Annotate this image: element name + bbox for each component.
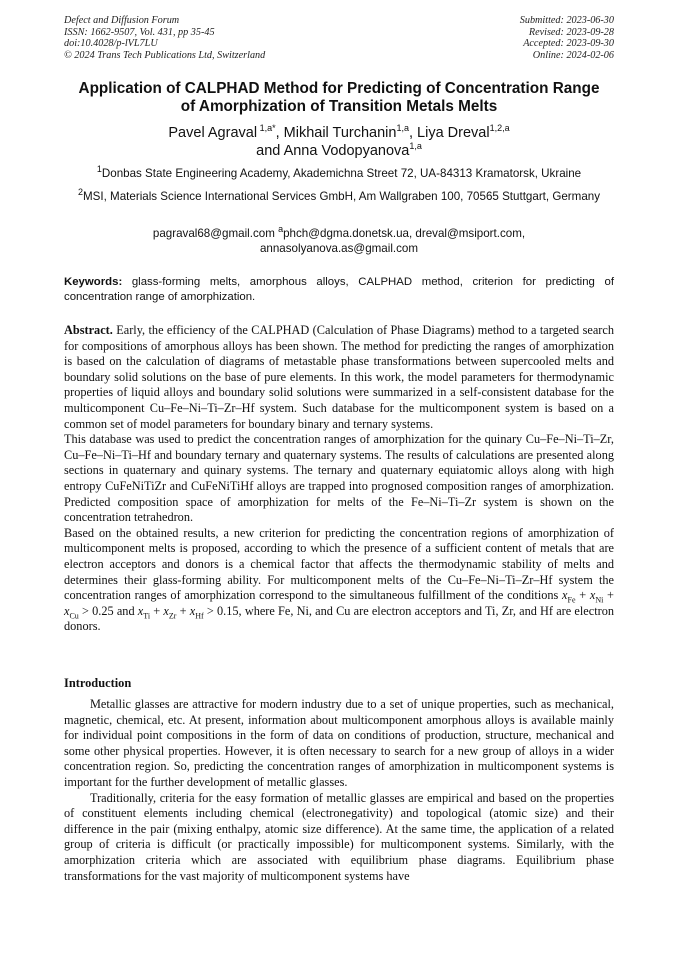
author-conjunction: and xyxy=(256,143,284,159)
math-sub: Cu xyxy=(69,611,79,621)
author-affil-mark: 1,a* xyxy=(257,123,276,134)
email[interactable]: pagraval68@gmail.com xyxy=(152,227,279,240)
journal-issn: ISSN: 1662-9507, Vol. 431, pp 35-45 xyxy=(64,26,215,38)
author-separator: , xyxy=(408,125,418,141)
introduction-paragraph: Metallic glasses are attractive for modern industry due to a set of unique properties, such as mechanical, magnetic, chemical, etc. At present, information about multicomponent amorphous alloys is available mainly for individual point compositions in the form of data on conditions of production, structure, mechanical and some other physical properties. However, it is often necessary to search for a new group of alloys in a wider concentration region. So, predicting the concentration ranges of amorphization in multicomponent systems is important for the further development of metallic glasses. xyxy=(64,697,614,789)
abstract-paragraph xyxy=(64,323,614,432)
keywords xyxy=(64,275,614,304)
journal-copyright: © 2024 Trans Tech Publications Ltd, Switzerland xyxy=(64,49,266,61)
math-var: x xyxy=(64,603,70,618)
date-submitted: Submitted: 2023-06-30 xyxy=(519,15,614,26)
math-op: + xyxy=(603,588,614,603)
title-line-2: of Amorphization of Transition Metals Melts xyxy=(180,98,498,115)
author-name: Anna Vodopyanova xyxy=(283,143,410,159)
author-name: Mikhail Turchanin xyxy=(283,125,397,141)
math-sub: Zr xyxy=(168,611,177,621)
math-var: x xyxy=(562,588,568,603)
keywords-text: glass-forming melts, amorphous alloys, CALPHAD method, criterion for predicting of concentration range of amorphization. xyxy=(64,276,614,303)
math-op: + xyxy=(150,603,164,618)
affiliation-1 xyxy=(60,166,618,181)
section-heading-introduction: Introduction xyxy=(64,676,132,690)
math-op: + xyxy=(575,588,590,603)
math-relation: > 0.15, xyxy=(203,603,242,618)
date-accepted: Accepted: 2023-09-30 xyxy=(523,38,614,50)
date-online: Online: 2024-02-06 xyxy=(532,49,614,61)
email-list xyxy=(60,226,618,256)
math-var: x xyxy=(189,603,196,618)
author-affil-mark: 1,a xyxy=(409,141,422,152)
math-var: x xyxy=(589,588,596,603)
affiliation-text: Donbas State Engineering Academy, Akademichna Street 72, UA-84313 Kramatorsk, Ukraine xyxy=(101,167,582,180)
email-mark: a xyxy=(278,224,284,235)
author-separator: , xyxy=(275,125,284,141)
math-op: + xyxy=(176,603,190,618)
author-name: Pavel Agraval xyxy=(168,125,258,141)
abstract-label: Abstract. xyxy=(64,323,113,337)
keywords-label: Keywords: xyxy=(64,276,123,288)
math-sub: Fe xyxy=(567,595,576,605)
math-sub: Ti xyxy=(143,611,151,621)
author-name: Liya Dreval xyxy=(417,125,490,141)
affiliation-2 xyxy=(60,189,618,204)
abstract-paragraph xyxy=(64,526,614,635)
title-line-1: Application of CALPHAD Method for Predicting of Concentration Range xyxy=(78,80,600,97)
affiliation-text: MSI, Materials Science International Services GmbH, Am Wallgraben 100, 70565 Stuttgart, Germany xyxy=(83,190,601,203)
introduction-paragraph: Traditionally, criteria for the easy formation of metallic glasses are empirical and based on the properties of constituent elements including chemical (electronegativity) and topological (atomic size) and their difference in the pair (mixing enthalpy, atomic size difference). At the same time, the application of a related group of criteria is difficult (or practically impossible) for multicomponent systems. Similarly, with the amorphization criteria which are associated with equilibrium phase diagrams. Equilibrium phase transformations for the vast majority of multicomponent systems have xyxy=(64,790,614,883)
abstract-text: Based on the obtained results, a new criterion for predicting the concentration regions of amorphization of multicomponent melts is proposed, according to which the presence of a sufficient content of metals that are electron acceptors and donors is a chemical factor that affects the thermodynamic stability of melts and determines their glass-forming ability. For multicomponent melts of the Cu–Fe–Ni–Ti–Zr–Hf system the concentration ranges of amorphization correspond to the simultaneous fulfillment of the conditions xyxy=(64,525,614,603)
author-list xyxy=(50,124,628,160)
abstract-text: where Fe, Ni, and Cu are electron acceptors and Ti, Zr, and Hf are electron donors. xyxy=(64,603,615,634)
date-revised: Revised: 2023-09-28 xyxy=(528,26,614,38)
journal-info xyxy=(64,15,265,61)
paper-title xyxy=(50,80,628,116)
journal-name: Defect and Diffusion Forum xyxy=(64,15,180,26)
abstract-paragraph: This database was used to predict the concentration ranges of amorphization for the quinary Cu–Fe–Ni–Ti–Zr, Cu–Fe–Ni–Ti–Hf and boundary ternary and quaternary systems. The results of calculations are presented along sections in quaternary and quinary systems. The ternary and quaternary equiatomic alloys along with high entropy CuFeNiTiZr and CuFeNiTiHf alloys are trapped into prognosed composition ranges of amorphization. Predicted composition space of amorphization for melts of the Fe–Ni–Ti–Zr system is shown on the concentration tetrahedron. xyxy=(64,432,614,525)
math-var: x xyxy=(163,603,169,618)
abstract-text: Early, the efficiency of the CALPHAD (Calculation of Phase Diagrams) method to a targeted search for compositions of amorphous alloys has been shown. The method for predicting the ranges of amorphization is based on the calculation of diagrams of metastable phase transformations between supercooled melts and boundary solid solutions on the base of pure elements. In this work, the model parameters for thermodynamic properties of liquid alloys and boundary solid solutions were summarized in a self-consistent database for the multicomponent Cu–Fe–Ni–Ti–Zr–Hf system. Such database for the multicomponent system is based on a common set of model parameters for boundary binary and ternary systems. xyxy=(64,323,614,431)
author-affil-mark: 1,a xyxy=(396,123,409,134)
author-affil-mark: 1,2,a xyxy=(489,123,510,134)
introduction-body xyxy=(64,697,614,884)
publication-dates xyxy=(520,15,614,61)
math-sub: Hf xyxy=(195,611,204,621)
email[interactable]: phch@dgma.donetsk.ua, dreval@msiport.com, xyxy=(283,227,526,240)
email[interactable]: annasolyanova.as@gmail.com xyxy=(259,242,419,255)
affiliation-mark: 2 xyxy=(77,187,83,198)
abstract-text: and xyxy=(113,603,138,618)
journal-doi: doi:10.4028/p-lVL7LU xyxy=(64,38,158,50)
affiliation-mark: 1 xyxy=(96,164,102,175)
math-relation: > 0.25 xyxy=(78,603,114,618)
math-var: x xyxy=(137,603,144,618)
abstract xyxy=(64,323,614,635)
condition-donors xyxy=(137,603,242,621)
math-sub: Ni xyxy=(595,595,604,605)
